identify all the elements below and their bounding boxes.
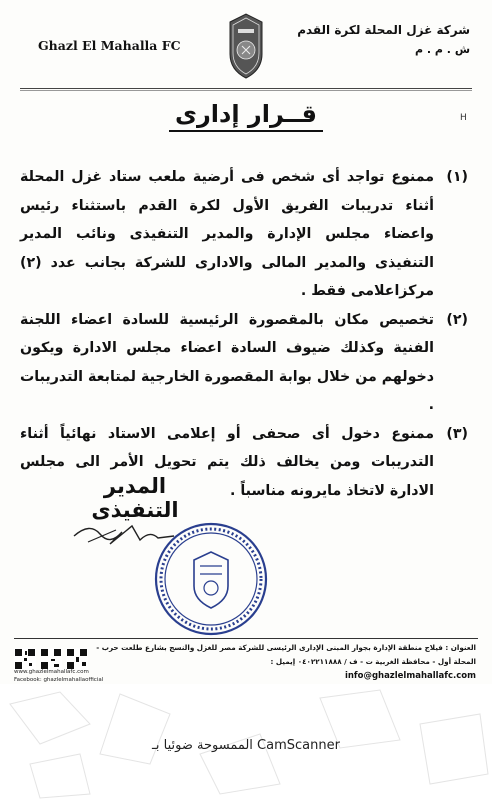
scanner-watermark-band [0,684,492,800]
header-divider [20,88,472,89]
clause-item [20,163,468,306]
camscanner-caption: الممسوحة ضوئيا بـ CamScanner [152,738,340,753]
website-link[interactable]: www.ghazlelmahallafc.com [14,669,89,675]
clause-text: ممنوع تواجد أى شخص فى أرضية ملعب ستاد غزل المحلة أثناء تدريبات الفريق الأول لكرة القدم باستثناء رئيس واعضاء مجلس الإدارة والمدير التنفيذى ونائب المدير التنفيذى والمدير المالى والادارى للشركة بجانب عدد (٢) مركزاعلامى فقط . [20,169,434,299]
clause-number: (٢) [446,311,468,328]
page-mark: H [460,113,467,123]
brand-company-line: شركة غزل المحلة لكرة القدم [297,23,470,37]
footer-divider [14,638,478,639]
signer-title: المدير التنفيذى [91,474,179,522]
document-title [0,100,492,128]
brand-legal-form: ش . م . م [415,43,470,56]
address-text: العنوان : فيلاج منطقة الإدارة بجوار المبنى الإدارى الرئيسى للشركة مصر للغزل والنسج بشارع طلعت حرب - المحلة أول - محافظة الغربية ت - ف / ٠٤٠٢٢١١٨٨٨ إيميل : [96,643,476,666]
brand-name-arabic [297,20,470,60]
decision-clauses [20,163,468,505]
clause-item [20,306,468,420]
qr-code-icon [40,648,62,670]
clause-text: ممنوع دخول أى صحفى أو إعلامى الاستاد نهائياً أثناء التدريبات ومن يخالف ذلك يتم تحويل الأمر الى مجلس الادارة لاتخاذ مايرونه مناسباً . [20,425,434,499]
company-seal-icon [152,520,270,638]
email-info[interactable]: info@ghazlelmahallafc.com [344,671,476,681]
header-divider-thin [20,90,472,91]
clause-number: (٣) [446,425,468,442]
clause-number: (١) [446,169,468,185]
facebook-link[interactable]: Facebook: ghazlelmahallaofficial [14,677,104,683]
club-crest-icon [224,10,268,80]
qr-code-icon [66,648,88,670]
clause-text: تخصيص مكان بالمقصورة الرئيسية للسادة اعضاء اللجنة الفنية وكذلك ضيوف السادة اعضاء مجلس الادارة ويكون دخولهم من خلال بوابة المقصورة الخارجية لمتابعة التدريبات . [20,311,434,413]
brand-name-english: Ghazl El Mahalla FC [38,38,181,53]
title-text: قــرار إدارى [169,100,323,132]
qr-code-icon [14,648,36,670]
